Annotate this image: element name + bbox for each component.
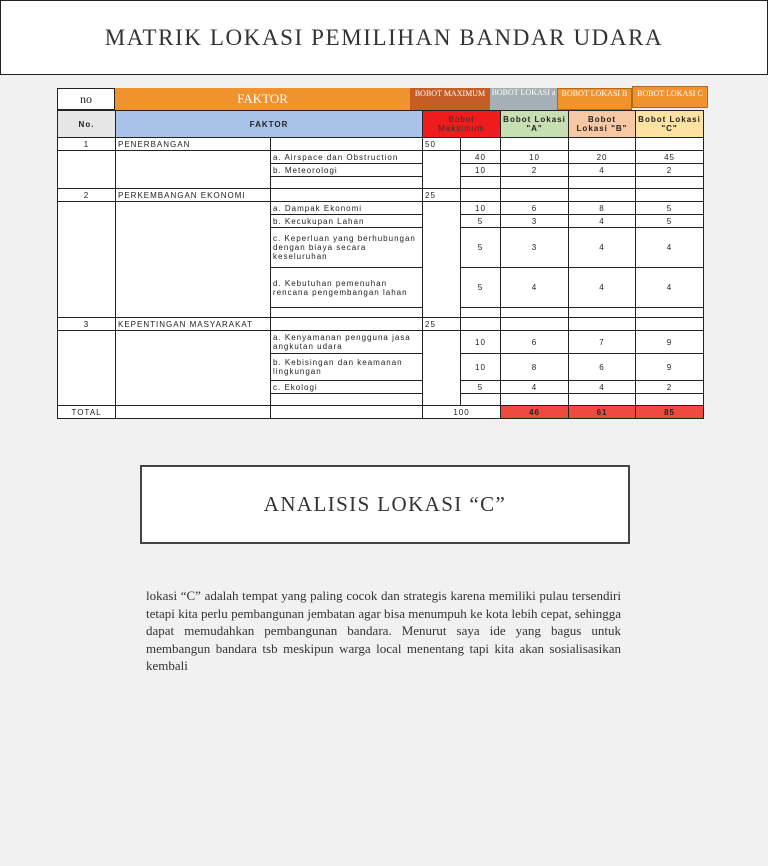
item-lokasi-b: 4 bbox=[569, 215, 636, 228]
header-faktor: FAKTOR bbox=[116, 111, 423, 138]
empty-cell bbox=[501, 318, 569, 331]
document-title: MATRIK LOKASI PEMILIHAN BANDAR UDARA bbox=[104, 24, 664, 50]
empty-cell bbox=[58, 151, 116, 189]
empty-cell bbox=[501, 138, 569, 151]
item-lokasi-c: 2 bbox=[636, 381, 704, 394]
item-lokasi-c: 5 bbox=[636, 202, 704, 215]
item-weight: 10 bbox=[461, 164, 501, 177]
header-lokasi-a: Bobot Lokasi "A" bbox=[501, 111, 569, 138]
item-lokasi-b: 4 bbox=[569, 268, 636, 308]
item-label: a. Kenyamanan pengguna jasa angkutan udara bbox=[271, 331, 423, 354]
empty-cell bbox=[569, 138, 636, 151]
item-lokasi-c: 9 bbox=[636, 354, 704, 381]
analysis-title: ANALISIS LOKASI “C” bbox=[263, 492, 507, 516]
item-lokasi-a: 6 bbox=[501, 331, 569, 354]
item-weight: 10 bbox=[461, 354, 501, 381]
empty-cell bbox=[423, 151, 461, 189]
header-lokasi-c: Bobot Lokasi "C" bbox=[636, 111, 704, 138]
group-row bbox=[58, 189, 704, 202]
item-lokasi-a: 3 bbox=[501, 215, 569, 228]
item-lokasi-a: 10 bbox=[501, 151, 569, 164]
strip-bobot-lokasi-c: BOBOT LOKASI C bbox=[632, 86, 708, 108]
group-name: KEPENTINGAN MASYARAKAT bbox=[116, 318, 271, 331]
group-no: 2 bbox=[58, 189, 116, 202]
group-name: PENERBANGAN bbox=[116, 138, 271, 151]
empty-cell bbox=[569, 189, 636, 202]
empty-cell bbox=[501, 177, 569, 189]
empty-cell bbox=[569, 394, 636, 406]
total-max: 100 bbox=[423, 406, 501, 419]
strip-bobot-lokasi-b: BOBOT LOKASI B bbox=[557, 88, 632, 110]
empty-cell bbox=[271, 189, 423, 202]
empty-cell bbox=[636, 189, 704, 202]
empty-cell bbox=[569, 318, 636, 331]
group-max: 25 bbox=[423, 318, 461, 331]
item-label: d. Kebutuhan pemenuhan rencana pengembangan lahan bbox=[271, 268, 423, 308]
empty-cell bbox=[461, 318, 501, 331]
empty-cell bbox=[461, 177, 501, 189]
item-weight: 5 bbox=[461, 381, 501, 394]
empty-cell bbox=[423, 202, 461, 318]
item-lokasi-c: 4 bbox=[636, 228, 704, 268]
empty-cell bbox=[58, 331, 116, 406]
empty-cell bbox=[116, 331, 271, 406]
strip-bobot-maximum: BOBOT MAXIMUM bbox=[410, 88, 490, 110]
item-lokasi-a: 8 bbox=[501, 354, 569, 381]
empty-cell bbox=[501, 394, 569, 406]
item-label: b. Kebisingan dan keamanan lingkungan bbox=[271, 354, 423, 381]
empty-cell bbox=[423, 331, 461, 406]
empty-cell bbox=[501, 308, 569, 318]
empty-cell bbox=[501, 189, 569, 202]
empty-cell bbox=[271, 138, 423, 151]
item-label: a. Dampak Ekonomi bbox=[271, 202, 423, 215]
item-label: b. Kecukupan Lahan bbox=[271, 215, 423, 228]
group-no: 3 bbox=[58, 318, 116, 331]
item-weight: 10 bbox=[461, 202, 501, 215]
empty-cell bbox=[271, 308, 423, 318]
item-label: c. Ekologi bbox=[271, 381, 423, 394]
empty-cell bbox=[636, 138, 704, 151]
item-lokasi-b: 4 bbox=[569, 228, 636, 268]
matrix-table bbox=[57, 110, 704, 419]
header-no: No. bbox=[58, 111, 116, 138]
group-max: 50 bbox=[423, 138, 461, 151]
empty-cell bbox=[569, 308, 636, 318]
item-label: a. Airspace dan Obstruction bbox=[271, 151, 423, 164]
item-lokasi-a: 2 bbox=[501, 164, 569, 177]
empty-cell bbox=[636, 177, 704, 189]
item-lokasi-a: 6 bbox=[501, 202, 569, 215]
empty-cell bbox=[116, 151, 271, 189]
item-lokasi-c: 5 bbox=[636, 215, 704, 228]
group-name: PERKEMBANGAN EKONOMI bbox=[116, 189, 271, 202]
item-lokasi-b: 20 bbox=[569, 151, 636, 164]
empty-cell bbox=[636, 308, 704, 318]
item-lokasi-b: 7 bbox=[569, 331, 636, 354]
item-lokasi-c: 9 bbox=[636, 331, 704, 354]
item-label: b. Meteorologi bbox=[271, 164, 423, 177]
item-label: c. Keperluan yang berhubungan dengan biaya secara keseluruhan bbox=[271, 228, 423, 268]
group-row bbox=[58, 318, 704, 331]
analysis-title-box bbox=[140, 465, 630, 544]
item-lokasi-c: 2 bbox=[636, 164, 704, 177]
empty-cell bbox=[461, 138, 501, 151]
item-lokasi-b: 6 bbox=[569, 354, 636, 381]
item-weight: 5 bbox=[461, 228, 501, 268]
item-lokasi-b: 8 bbox=[569, 202, 636, 215]
group-max: 25 bbox=[423, 189, 461, 202]
empty-cell bbox=[271, 318, 423, 331]
header-bobot-maksimum: Bobot Maksimum bbox=[423, 111, 501, 138]
total-label: TOTAL bbox=[58, 406, 116, 419]
total-row bbox=[58, 406, 704, 419]
empty-cell bbox=[271, 406, 423, 419]
empty-cell bbox=[58, 202, 116, 318]
total-lokasi-a: 46 bbox=[501, 406, 569, 419]
group-row bbox=[58, 138, 704, 151]
empty-cell bbox=[271, 177, 423, 189]
item-weight: 5 bbox=[461, 268, 501, 308]
empty-cell bbox=[461, 189, 501, 202]
empty-cell bbox=[569, 177, 636, 189]
item-weight: 40 bbox=[461, 151, 501, 164]
item-lokasi-b: 4 bbox=[569, 164, 636, 177]
item-row bbox=[58, 331, 704, 354]
strip-bobot-lokasi-a: BOBOT LOKASI a bbox=[490, 88, 557, 110]
table-header-row bbox=[58, 111, 704, 138]
item-weight: 10 bbox=[461, 331, 501, 354]
item-lokasi-b: 4 bbox=[569, 381, 636, 394]
empty-cell bbox=[271, 394, 423, 406]
empty-cell bbox=[116, 202, 271, 318]
item-weight: 5 bbox=[461, 215, 501, 228]
item-lokasi-a: 3 bbox=[501, 228, 569, 268]
item-row bbox=[58, 202, 704, 215]
total-lokasi-c: 85 bbox=[636, 406, 704, 419]
analysis-paragraph: lokasi “C” adalah tempat yang paling cocok dan strategis karena memiliki pulau tersendiri tetapi kita perlu pembangunan jembatan agar bisa menumpuh ke kota lebih cepat, sehingga dapat memudahkan pembangunan bandara. Menurut saya ide yang bagus untuk membangun bandara tsb meskipun warga local menentang tapi kita akan sosialisasikan kembali bbox=[146, 588, 621, 673]
header-lokasi-b: Bobot Lokasi "B" bbox=[569, 111, 636, 138]
empty-cell bbox=[461, 394, 501, 406]
strip-no: no bbox=[57, 88, 115, 110]
item-lokasi-a: 4 bbox=[501, 268, 569, 308]
item-lokasi-a: 4 bbox=[501, 381, 569, 394]
item-lokasi-c: 4 bbox=[636, 268, 704, 308]
empty-cell bbox=[636, 318, 704, 331]
total-lokasi-b: 61 bbox=[569, 406, 636, 419]
item-lokasi-c: 45 bbox=[636, 151, 704, 164]
empty-cell bbox=[461, 308, 501, 318]
empty-cell bbox=[116, 406, 271, 419]
empty-cell bbox=[636, 394, 704, 406]
item-row bbox=[58, 151, 704, 164]
strip-faktor: FAKTOR bbox=[115, 88, 410, 110]
document-title-box bbox=[0, 0, 768, 75]
group-no: 1 bbox=[58, 138, 116, 151]
